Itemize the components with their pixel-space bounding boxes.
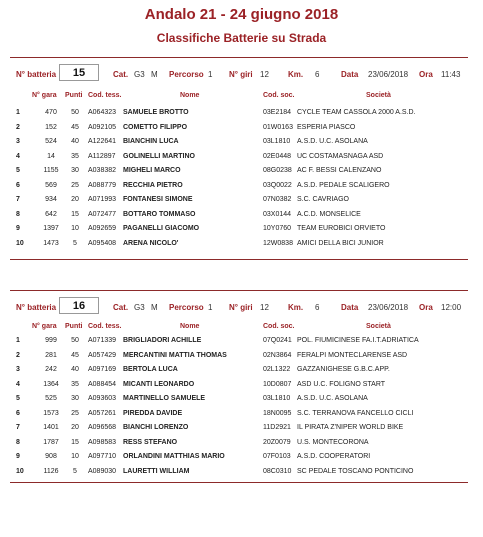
row-points: 40 <box>71 138 79 145</box>
table-row <box>10 153 468 167</box>
giri-label: N° giri <box>229 70 253 79</box>
divider <box>10 259 468 260</box>
row-club-code: 02L1322 <box>263 366 291 373</box>
col-societa: Società <box>366 323 391 330</box>
row-license-code: A072477 <box>88 210 117 218</box>
row-club: TEAM EUROBICI ORVIETO <box>297 225 386 232</box>
row-club-code: 03L1810 <box>263 395 291 402</box>
row-position: 4 <box>16 152 20 160</box>
row-race-number: 152 <box>45 123 57 131</box>
row-race-number: 908 <box>45 453 57 460</box>
row-points: 30 <box>71 167 79 174</box>
row-position: 5 <box>16 167 20 174</box>
table-row <box>10 182 468 196</box>
row-club: S.C. TERRANOVA FANCELLO CICLI <box>297 409 414 417</box>
row-name: BIANCHI LORENZO <box>123 424 189 431</box>
batteria-number: 16 <box>59 297 99 314</box>
row-position: 3 <box>16 138 20 145</box>
row-race-number: 1397 <box>43 225 59 232</box>
row-position: 3 <box>16 366 20 373</box>
percorso-label: Percorso <box>169 303 204 312</box>
ora-value: 11:43 <box>441 70 461 79</box>
row-position: 10 <box>16 467 24 475</box>
col-nome: Nome <box>180 323 200 330</box>
km-value: 6 <box>315 70 320 79</box>
row-race-number: 569 <box>45 181 57 189</box>
row-club: A.S.D. PEDALE SCALIGERO <box>297 181 390 189</box>
row-license-code: A122641 <box>88 138 117 145</box>
table-row <box>10 410 468 424</box>
cat-sex: M <box>151 70 158 79</box>
table-row <box>10 240 468 254</box>
row-points: 10 <box>71 453 79 460</box>
row-points: 15 <box>71 438 79 446</box>
data-value: 23/06/2018 <box>368 70 409 79</box>
table-row <box>10 453 468 467</box>
row-position: 1 <box>16 109 20 116</box>
ora-value: 12:00 <box>441 303 462 312</box>
row-race-number: 524 <box>45 138 57 145</box>
row-name: MERCANTINI MATTIA THOMAS <box>123 351 227 359</box>
row-club: SC PEDALE TOSCANO PONTICINO <box>297 467 414 475</box>
table-row <box>10 196 468 210</box>
row-club: A.S.D. U.C. ASOLANA <box>297 395 368 402</box>
row-race-number: 642 <box>45 210 57 218</box>
table-row <box>10 138 468 152</box>
row-race-number: 525 <box>45 395 57 402</box>
row-points: 20 <box>71 196 79 203</box>
page-title: Andalo 21 - 24 giugno 2018 <box>144 6 339 23</box>
row-race-number: 934 <box>45 196 57 203</box>
row-position: 2 <box>16 123 20 131</box>
row-race-number: 1473 <box>43 239 59 247</box>
row-points: 50 <box>71 337 79 344</box>
row-name: MARTINELLO SAMUELE <box>123 395 206 402</box>
cat-sex: M <box>151 303 158 312</box>
row-race-number: 242 <box>45 366 57 373</box>
row-race-number: 999 <box>45 337 57 344</box>
row-license-code: A096568 <box>88 424 117 431</box>
data-label: Data <box>341 70 359 79</box>
row-club: U.S. MONTECORONA <box>297 438 369 446</box>
row-club-code: 08G0238 <box>263 167 292 174</box>
row-name: ORLANDINI MATTHIAS MARIO <box>123 453 225 460</box>
col-tess: Cod. tess. <box>88 92 122 99</box>
row-name: PAGANELLI GIACOMO <box>123 225 200 232</box>
row-license-code: A064323 <box>88 109 117 116</box>
row-name: PIREDDA DAVIDE <box>123 409 183 417</box>
cat-label: Cat. <box>113 303 129 312</box>
row-points: 30 <box>71 395 79 402</box>
km-label: Km. <box>288 303 304 312</box>
table-row <box>10 211 468 225</box>
col-codsoc: Cod. soc. <box>263 92 295 99</box>
row-position: 1 <box>16 337 20 344</box>
row-license-code: A097710 <box>88 453 117 460</box>
row-club-code: 07N0382 <box>263 196 292 203</box>
batteria-meta <box>10 298 468 318</box>
row-club-code: 03Q0022 <box>263 181 292 189</box>
row-club: S.C. CAVRIAGO <box>297 196 349 203</box>
row-name: SAMUELE BROTTO <box>123 109 189 116</box>
row-club: A.S.D. U.C. ASOLANA <box>297 138 368 145</box>
row-points: 20 <box>71 424 79 431</box>
row-club: IL PIRATA Z'NIPER WORLD BIKE <box>297 424 404 431</box>
row-position: 9 <box>16 225 20 232</box>
row-club-code: 20Z0079 <box>263 438 291 446</box>
row-name: GOLINELLI MARTINO <box>123 152 195 160</box>
col-tess: Cod. tess. <box>88 323 122 330</box>
row-position: 6 <box>16 181 20 189</box>
row-club-code: 07Q0241 <box>263 337 292 344</box>
row-points: 45 <box>71 351 79 359</box>
row-race-number: 1401 <box>43 424 59 431</box>
km-value: 6 <box>315 303 320 312</box>
row-name: RESS STEFANO <box>123 438 178 446</box>
giri-value: 12 <box>260 70 269 79</box>
row-club: ESPERIA PIASCO <box>297 123 356 131</box>
row-position: 10 <box>16 239 24 247</box>
table-row <box>10 109 468 123</box>
row-position: 9 <box>16 453 20 460</box>
col-punti: Punti <box>65 92 83 99</box>
data-value: 23/06/2018 <box>368 303 409 312</box>
batteria-label: N° batteria <box>16 70 57 79</box>
row-club-code: 07F0103 <box>263 453 291 460</box>
row-club-code: 01W0163 <box>263 123 293 131</box>
row-name: FONTANESI SIMONE <box>123 196 193 203</box>
table-row <box>10 424 468 438</box>
table-row <box>10 439 468 453</box>
row-license-code: A095408 <box>88 239 117 247</box>
row-club-code: 08C0310 <box>263 467 292 475</box>
row-name: BIANCHIN LUCA <box>123 138 179 145</box>
table-row <box>10 337 468 351</box>
row-points: 5 <box>73 239 77 247</box>
row-position: 2 <box>16 351 20 359</box>
row-race-number: 1155 <box>43 167 59 174</box>
table-row <box>10 124 468 138</box>
table-row <box>10 468 468 482</box>
data-label: Data <box>341 303 359 312</box>
batteria-meta <box>10 65 468 85</box>
row-license-code: A098583 <box>88 438 117 446</box>
km-label: Km. <box>288 70 304 79</box>
row-license-code: A071993 <box>88 196 117 203</box>
row-club: POL. FIUMICINESE FA.I.T.ADRIATICA <box>297 337 419 344</box>
row-name: LAURETTI WILLIAM <box>123 467 190 475</box>
row-name: MIGHELI MARCO <box>123 167 181 174</box>
table-row <box>10 352 468 366</box>
giri-label: N° giri <box>229 303 253 312</box>
row-license-code: A093603 <box>88 395 117 402</box>
cat-label: Cat. <box>113 70 129 79</box>
giri-value: 12 <box>260 303 269 312</box>
row-license-code: A097169 <box>88 366 117 373</box>
row-license-code: A057261 <box>88 409 117 417</box>
row-license-code: A038382 <box>88 167 117 174</box>
row-club-code: 03X0144 <box>263 210 292 218</box>
row-name: COMETTO FILIPPO <box>123 123 188 131</box>
row-race-number: 470 <box>45 109 57 116</box>
divider <box>10 290 468 291</box>
row-name: BOTTARO TOMMASO <box>123 210 196 218</box>
row-club-code: 02N3864 <box>263 351 292 359</box>
col-codsoc: Cod. soc. <box>263 323 295 330</box>
col-societa: Società <box>366 92 391 99</box>
table-row <box>10 366 468 380</box>
divider <box>10 482 468 483</box>
row-race-number: 1787 <box>43 438 59 446</box>
row-license-code: A092105 <box>88 123 117 131</box>
row-position: 4 <box>16 380 20 388</box>
table-row <box>10 395 468 409</box>
row-license-code: A112897 <box>88 152 116 160</box>
divider <box>10 57 468 58</box>
row-club-code: 11D2921 <box>263 424 291 431</box>
row-race-number: 14 <box>47 152 55 160</box>
col-punti: Punti <box>65 323 83 330</box>
percorso-value: 1 <box>208 70 213 79</box>
row-name: ARENA NICOLO' <box>123 239 179 247</box>
row-race-number: 1364 <box>43 380 59 388</box>
col-gara: N° gara <box>32 323 57 330</box>
row-position: 5 <box>16 395 20 402</box>
row-club-code: 03E2184 <box>263 109 292 116</box>
row-license-code: A057429 <box>88 351 117 359</box>
row-points: 25 <box>71 181 79 189</box>
table-row <box>10 167 468 181</box>
row-position: 8 <box>16 438 20 446</box>
row-club: FERALPI MONTECLARENSE ASD <box>297 351 408 359</box>
row-name: BERTOLA LUCA <box>123 366 178 373</box>
row-points: 25 <box>71 409 79 417</box>
row-points: 45 <box>71 123 79 131</box>
row-position: 6 <box>16 409 20 417</box>
table-row <box>10 225 468 239</box>
row-club: ASD U.C. FOLIGNO START <box>297 380 386 388</box>
col-nome: Nome <box>180 92 200 99</box>
percorso-value: 1 <box>208 303 213 312</box>
row-license-code: A092659 <box>88 225 117 232</box>
page-subtitle: Classifiche Batterie su Strada <box>156 31 327 45</box>
row-club: A.C.D. MONSELICE <box>297 210 361 218</box>
row-club-code: 12W0838 <box>263 239 293 247</box>
row-license-code: A088454 <box>88 380 117 388</box>
col-gara: N° gara <box>32 92 57 99</box>
batteria-number: 15 <box>59 64 99 81</box>
row-club: CYCLE TEAM CASSOLA 2000 A.S.D. <box>297 109 416 116</box>
row-club: AMICI DELLA BICI JUNIOR <box>297 239 384 247</box>
ora-label: Ora <box>419 303 433 312</box>
ora-label: Ora <box>419 70 433 79</box>
row-points: 50 <box>71 109 79 116</box>
row-club: UC COSTAMASNAGA ASD <box>297 152 384 160</box>
batteria-label: N° batteria <box>16 303 57 312</box>
row-points: 35 <box>71 152 79 160</box>
row-position: 8 <box>16 210 20 218</box>
row-club-code: 03L1810 <box>263 138 291 145</box>
row-race-number: 281 <box>45 351 57 359</box>
row-race-number: 1126 <box>43 467 59 475</box>
row-points: 35 <box>71 380 79 388</box>
row-club: AC F. BESSI CALENZANO <box>297 167 382 174</box>
row-points: 5 <box>73 467 77 475</box>
table-row <box>10 381 468 395</box>
row-points: 40 <box>71 366 79 373</box>
row-license-code: A071339 <box>88 337 117 344</box>
row-license-code: A088779 <box>88 181 117 189</box>
row-points: 15 <box>71 210 79 218</box>
row-club-code: 18N0095 <box>263 409 292 417</box>
row-club-code: 10Y0760 <box>263 225 292 232</box>
row-club-code: 10D0807 <box>263 380 292 388</box>
row-race-number: 1573 <box>43 409 59 417</box>
row-name: BRIGLIADORI ACHILLE <box>123 337 202 344</box>
row-club: GAZZANIGHESE G.B.C.APP. <box>297 366 390 373</box>
row-club-code: 02E0448 <box>263 152 292 160</box>
cat-value: G3 <box>134 70 145 79</box>
row-position: 7 <box>16 424 20 431</box>
row-points: 10 <box>71 225 79 232</box>
row-position: 7 <box>16 196 20 203</box>
row-name: MICANTI LEONARDO <box>123 380 195 388</box>
row-license-code: A089030 <box>88 467 117 475</box>
row-name: RECCHIA PIETRO <box>123 181 183 189</box>
percorso-label: Percorso <box>169 70 204 79</box>
cat-value: G3 <box>134 303 145 312</box>
row-club: A.S.D. COOPERATORI <box>297 453 371 460</box>
